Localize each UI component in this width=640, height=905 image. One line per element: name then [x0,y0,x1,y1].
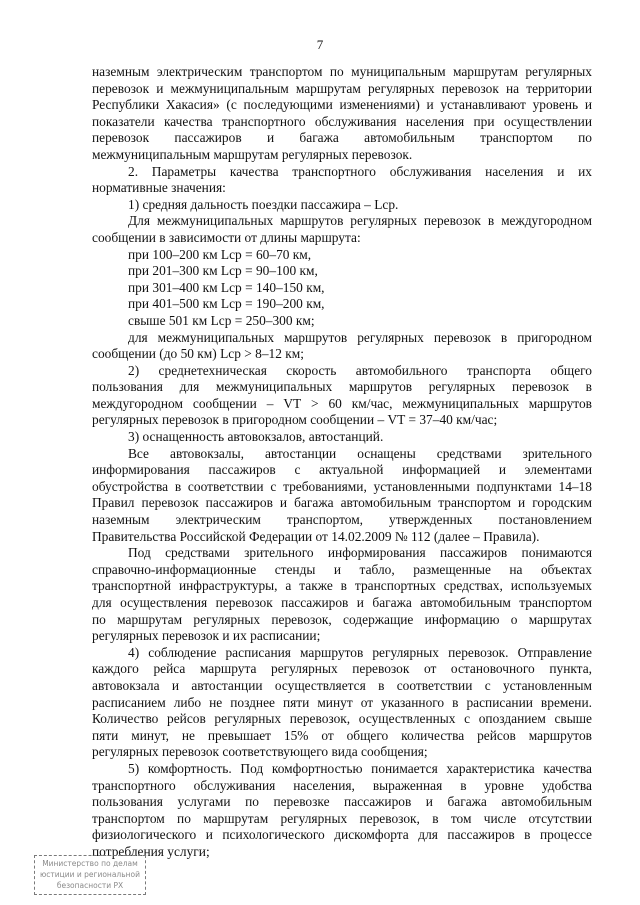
stamp-line: юстиции и региональной [39,870,141,879]
text-line: Правил перевозок пассажиров и багажа автомобильным транспортом и городским [92,495,592,511]
stamp-line: Министерство по делам [42,859,138,868]
text-line: пяти минут, не превышает 15% от общего количества рейсов маршрутов [92,727,592,743]
text-line: транспортной инфраструктуры, а также в транспортных средствах, используемых [92,578,592,594]
text-line: расписанием либо не позднее пяти минут от указанного в расписании времени. [92,694,592,710]
text-line: сообщении в зависимости от длины маршрута: [92,229,361,245]
text-line: 2) среднетехническая скорость автомобильного транспорта общего [128,362,592,378]
text-line: пользования услугами по перевозке пассажиров и багажа автомобильным [92,794,592,810]
text-line: при 301–400 км Lср = 140–150 км, [128,279,325,295]
text-line: Под средствами зрительного информирования пассажиров понимаются [128,545,592,561]
text-line: свыше 501 км Lср = 250–300 км; [128,312,315,328]
text-line: для осуществления перевозок пассажиров и багажа автомобильным транспортом [92,595,592,610]
text-line: транспортом по маршрутам регулярных перевозок, в том числе отсутствии [92,810,592,826]
text-line: пользования для межмуниципальных маршрутов регулярных перевозок в [92,379,592,395]
text-line: сообщении (до 50 км) Lср > 8–12 км; [92,346,304,362]
text-line: регулярных перевозок соответствующего вида сообщения; [92,744,428,760]
text-line: справочно-информационные стенды и табло, размещенные на объектах [92,561,592,577]
text-line: информирования пассажиров с актуальной информацией и элементами [92,462,592,478]
text-line: наземным электрическим транспортом, утвержденных постановлением [92,512,592,528]
text-line: для межмуниципальных маршрутов регулярных перевозок в пригородном [128,329,592,345]
text-line: транспортного обслуживания населения, выраженная в уровне удобства [92,777,592,793]
registration-stamp [34,855,146,895]
text-line: 2. Параметры качества транспортного обслуживания населения и их [128,163,592,179]
text-line: при 100–200 км Lср = 60–70 км, [128,246,312,262]
text-line: регулярных перевозок и их расписании; [92,628,321,644]
page-number: 7 [316,37,324,52]
stamp-line: безопасности РХ [56,881,124,890]
text-line: при 401–500 км Lср = 190–200 км, [128,296,325,312]
text-line: 5) комфортность. Под комфортностью понимается характеристика качества [128,760,592,776]
text-line: Республики Хакасия» (с последующими изменениями) и устанавливают уровень и [92,97,592,113]
text-line: при 201–300 км Lср = 90–100 км, [128,263,318,279]
text-line: показатели качества транспортного обслуживания населения при осуществлении [92,113,592,129]
text-line: Правительства Российской Федерации от 14.02.2009 № 112 (далее – Правила). [92,528,540,544]
text-line: нормативные значения: [92,180,226,196]
text-line: каждого рейса маршрута регулярных перевозок от остановочного пункта, [92,661,592,677]
text-line: перевозок пассажиров и багажа автомобильным транспортом по [92,130,592,146]
text-line: Все автовокзалы, автостанции оснащены средствами зрительного [128,445,592,461]
text-line: Для межмуниципальных маршрутов регулярных перевозок в междугородном [128,213,592,229]
text-line: по маршрутам регулярных перевозок, содержащие информацию о маршрутах [92,611,592,627]
text-line: 4) соблюдение расписания маршрутов регулярных перевозок. Отправление [128,644,592,660]
text-line: наземным электрическим транспортом по муниципальным маршрутам регулярных [92,64,592,79]
document-body [92,64,592,861]
text-line: обустройства в соответствии с требованиями, установленными подпунктами 14–18 [92,478,592,494]
text-line: Количество рейсов регулярных перевозок, осуществленных с опозданием свыше [92,711,592,727]
text-line: 3) оснащенность автовокзалов, автостанций. [128,429,384,445]
text-line: потребления услуги; [92,843,210,859]
text-line: междугородном сообщении – VT > 60 км/час, межмуниципальных маршрутов [92,395,592,411]
text-line: перевозок и межмуниципальным маршрутам регулярных перевозок на территории [92,80,592,96]
text-line: межмуниципальным маршрутам регулярных перевозок. [92,146,413,162]
text-line: физиологического и психологического дискомфорта для пассажиров в процессе [92,827,592,843]
text-line: автовокзала и автостанции осуществляется в соответствии с установленным [92,677,592,693]
text-line: регулярных перевозок в пригородном сообщении – VT = 37–40 км/час; [92,412,498,428]
text-line: 1) средняя дальность поездки пассажира – Lср. [128,196,399,212]
